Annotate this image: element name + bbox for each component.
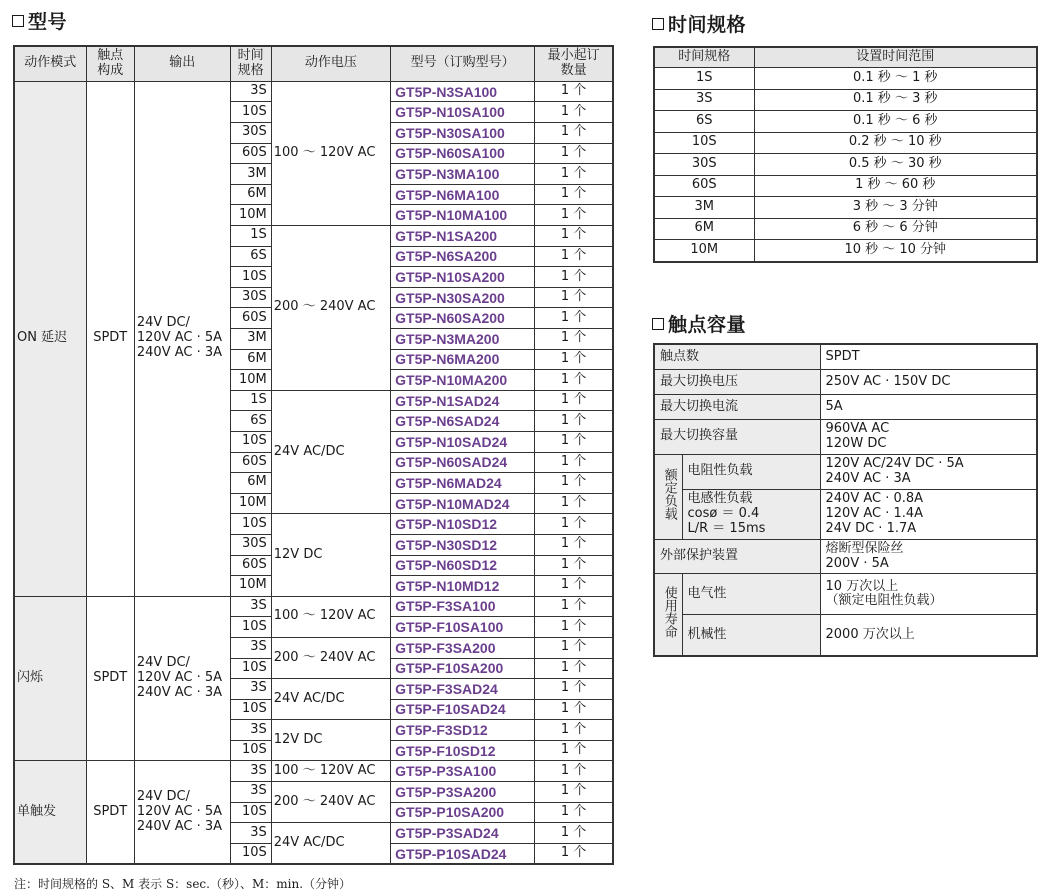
mechanical-life-label: 机械性 <box>682 615 820 657</box>
time-spec-cell: 60S <box>230 452 271 473</box>
min-order-qty-cell: 1 个 <box>535 431 613 452</box>
time-spec-cell: 6M <box>654 218 754 240</box>
contact-capacity-section-title: 触点容量 <box>652 310 746 337</box>
model-table <box>13 45 614 865</box>
model-number-cell: GT5P-N1SAD24 <box>391 390 535 411</box>
mode-cell: 单触发 <box>14 761 86 864</box>
model-number-cell: GT5P-N60SD12 <box>391 555 535 576</box>
min-order-qty-cell: 1 个 <box>535 184 613 205</box>
table-row <box>14 761 613 782</box>
table-row <box>654 111 1037 133</box>
model-number-cell: GT5P-N1SA200 <box>391 226 535 247</box>
time-spec-cell: 3S <box>230 761 271 782</box>
time-spec-cell: 1S <box>230 226 271 247</box>
time-spec-cell: 10S <box>230 431 271 452</box>
model-number-cell: GT5P-P3SAD24 <box>391 823 535 844</box>
min-order-qty-cell: 1 个 <box>535 287 613 308</box>
time-spec-cell: 6M <box>230 184 271 205</box>
min-order-qty-cell: 1 个 <box>535 267 613 288</box>
table-row <box>654 89 1037 111</box>
model-number-cell: GT5P-N6SA200 <box>391 246 535 267</box>
min-order-qty-cell: 1 个 <box>535 452 613 473</box>
time-spec-cell: 60S <box>654 175 754 197</box>
min-order-qty-cell: 1 个 <box>535 123 613 144</box>
time-range-cell: 0.1 秒 ～ 3 秒 <box>754 89 1037 111</box>
time-spec-cell: 10M <box>230 370 271 391</box>
table-row <box>654 175 1037 197</box>
mode-cell: ON 延迟 <box>14 81 86 596</box>
time-spec-cell: 3M <box>654 197 754 219</box>
time-spec-cell: 6S <box>654 111 754 133</box>
min-order-qty-cell: 1 个 <box>535 802 613 823</box>
time-spec-cell: 30S <box>230 123 271 144</box>
model-number-cell: GT5P-N6MAD24 <box>391 473 535 494</box>
time-spec-cell: 10S <box>654 132 754 154</box>
min-order-qty-cell: 1 个 <box>535 617 613 638</box>
time-spec-cell: 60S <box>230 555 271 576</box>
time-range-cell: 6 秒 ～ 6 分钟 <box>754 218 1037 240</box>
min-order-qty-cell: 1 个 <box>535 329 613 350</box>
time-spec-cell: 3S <box>230 596 271 617</box>
time-range-cell: 1 秒 ～ 60 秒 <box>754 175 1037 197</box>
min-order-qty-cell: 1 个 <box>535 761 613 782</box>
time-spec-cell: 10S <box>230 617 271 638</box>
contacts-label: 触点数 <box>654 344 820 370</box>
model-number-cell: GT5P-F3SA200 <box>391 637 535 658</box>
time-range-cell: 0.5 秒 ～ 30 秒 <box>754 154 1037 176</box>
time-spec-cell: 3S <box>230 679 271 700</box>
model-number-cell: GT5P-P3SA200 <box>391 782 535 803</box>
time-spec-cell: 6S <box>230 246 271 267</box>
table-row <box>654 132 1037 154</box>
time-spec-cell: 10M <box>230 576 271 597</box>
time-spec-section-title: 时间规格 <box>652 10 746 37</box>
min-order-qty-cell: 1 个 <box>535 81 613 102</box>
table-row <box>654 240 1037 262</box>
min-order-qty-cell: 1 个 <box>535 823 613 844</box>
electrical-life-label: 电气性 <box>682 574 820 615</box>
model-number-cell: GT5P-N10MA100 <box>391 205 535 226</box>
min-order-qty-cell: 1 个 <box>535 658 613 679</box>
max-switch-voltage-value: 250V AC · 150V DC <box>820 370 1037 395</box>
voltage-cell: 12V DC <box>271 720 390 761</box>
time-spec-cell: 3S <box>230 637 271 658</box>
voltage-cell: 24V AC/DC <box>271 823 390 865</box>
model-header-5: 型号（订购型号） <box>391 46 535 81</box>
model-section-title: 型号 <box>12 7 67 34</box>
mode-cell: 闪烁 <box>14 596 86 761</box>
resistive-load-label: 电阻性负载 <box>682 454 820 489</box>
range-header: 设置时间范围 <box>754 47 1037 68</box>
model-number-cell: GT5P-F10SAD24 <box>391 699 535 720</box>
time-spec-cell: 3M <box>230 164 271 185</box>
output-cell: 24V DC/ 120V AC · 5A 240V AC · 3A <box>134 761 230 864</box>
time-spec-cell: 10S <box>230 843 271 864</box>
model-number-cell: GT5P-F10SA100 <box>391 617 535 638</box>
time-spec-cell: 10S <box>230 267 271 288</box>
protection-value: 熔断型保险丝 200V · 5A <box>820 539 1037 574</box>
inductive-load-value: 240V AC · 0.8A 120V AC · 1.4A 24V DC · 1.7A <box>820 489 1037 539</box>
output-cell: 24V DC/ 120V AC · 5A 240V AC · 3A <box>134 596 230 761</box>
table-row <box>654 68 1037 90</box>
model-header-6: 最小起订 数量 <box>535 46 613 81</box>
min-order-qty-cell: 1 个 <box>535 102 613 123</box>
model-number-cell: GT5P-F3SD12 <box>391 720 535 741</box>
min-order-qty-cell: 1 个 <box>535 699 613 720</box>
model-number-cell: GT5P-N10SA200 <box>391 267 535 288</box>
model-number-cell: GT5P-N60SAD24 <box>391 452 535 473</box>
model-number-cell: GT5P-P10SAD24 <box>391 843 535 864</box>
min-order-qty-cell: 1 个 <box>535 679 613 700</box>
time-spec-cell: 6M <box>230 349 271 370</box>
max-switch-current-label: 最大切换电流 <box>654 395 820 420</box>
time-range-cell: 0.1 秒 ～ 1 秒 <box>754 68 1037 90</box>
footnote: 注：时间规格的 S、M 表示 S：sec.（秒）、M：min.（分钟） <box>14 877 352 891</box>
time-spec-cell: 3S <box>230 782 271 803</box>
voltage-cell: 24V AC/DC <box>271 390 390 514</box>
time-spec-cell: 60S <box>230 308 271 329</box>
min-order-qty-cell: 1 个 <box>535 411 613 432</box>
min-order-qty-cell: 1 个 <box>535 473 613 494</box>
contact-cell: SPDT <box>86 761 134 864</box>
time-spec-cell: 6M <box>230 473 271 494</box>
voltage-cell: 100 ～ 120V AC <box>271 761 390 782</box>
resistive-load-value: 120V AC/24V DC · 5A 240V AC · 3A <box>820 454 1037 489</box>
contact-capacity-table <box>653 343 1038 657</box>
voltage-cell: 100 ～ 120V AC <box>271 81 390 225</box>
time-spec-cell: 10M <box>230 205 271 226</box>
time-spec-cell: 60S <box>230 143 271 164</box>
time-range-cell: 0.1 秒 ～ 6 秒 <box>754 111 1037 133</box>
inductive-load-label: 电感性负载 cosø ＝ 0.4 L/R ＝ 15ms <box>682 489 820 539</box>
model-number-cell: GT5P-N3MA200 <box>391 329 535 350</box>
min-order-qty-cell: 1 个 <box>535 493 613 514</box>
model-number-cell: GT5P-N10SA100 <box>391 102 535 123</box>
time-spec-cell: 10S <box>230 658 271 679</box>
model-number-cell: GT5P-N30SD12 <box>391 534 535 555</box>
model-header-3: 时间 规格 <box>230 46 271 81</box>
time-spec-cell: 10S <box>230 514 271 535</box>
voltage-cell: 100 ～ 120V AC <box>271 596 390 637</box>
min-order-qty-cell: 1 个 <box>535 740 613 761</box>
min-order-qty-cell: 1 个 <box>535 637 613 658</box>
min-order-qty-cell: 1 个 <box>535 534 613 555</box>
table-row <box>14 81 613 102</box>
mechanical-life-value: 2000 万次以上 <box>820 615 1037 657</box>
model-header-1: 触点 构成 <box>86 46 134 81</box>
max-switch-capacity-value: 960VA AC 120W DC <box>820 420 1037 455</box>
time-spec-cell: 3S <box>230 720 271 741</box>
time-spec-cell: 30S <box>230 287 271 308</box>
model-number-cell: GT5P-N6MA100 <box>391 184 535 205</box>
table-row <box>654 197 1037 219</box>
min-order-qty-cell: 1 个 <box>535 843 613 864</box>
time-spec-cell: 10S <box>230 699 271 720</box>
model-number-cell: GT5P-N60SA100 <box>391 143 535 164</box>
model-header-4: 动作电压 <box>271 46 390 81</box>
min-order-qty-cell: 1 个 <box>535 308 613 329</box>
table-row <box>654 218 1037 240</box>
model-number-cell: GT5P-N6SAD24 <box>391 411 535 432</box>
time-spec-cell: 30S <box>230 534 271 555</box>
model-number-cell: GT5P-F10SA200 <box>391 658 535 679</box>
voltage-cell: 24V AC/DC <box>271 679 390 720</box>
service-life-label: 使用寿命 <box>661 586 677 639</box>
model-number-cell: GT5P-F3SAD24 <box>391 679 535 700</box>
rated-load-label: 额定负载 <box>661 468 677 521</box>
min-order-qty-cell: 1 个 <box>535 596 613 617</box>
time-spec-table <box>653 46 1038 263</box>
max-switch-voltage-label: 最大切换电压 <box>654 370 820 395</box>
electrical-life-value: 10 万次以上 （额定电阻性负载） <box>820 574 1037 615</box>
contact-cell: SPDT <box>86 596 134 761</box>
model-number-cell: GT5P-F3SA100 <box>391 596 535 617</box>
model-number-cell: GT5P-N30SA200 <box>391 287 535 308</box>
model-header-2: 输出 <box>134 46 230 81</box>
time-range-cell: 0.2 秒 ～ 10 秒 <box>754 132 1037 154</box>
time-spec-cell: 10S <box>230 802 271 823</box>
model-number-cell: GT5P-N10SAD24 <box>391 431 535 452</box>
min-order-qty-cell: 1 个 <box>535 143 613 164</box>
voltage-cell: 200 ～ 240V AC <box>271 637 390 678</box>
model-number-cell: GT5P-N10MAD24 <box>391 493 535 514</box>
time-spec-cell: 10M <box>230 493 271 514</box>
model-number-cell: GT5P-N10MA200 <box>391 370 535 391</box>
model-number-cell: GT5P-N10MD12 <box>391 576 535 597</box>
time-spec-cell: 3S <box>654 89 754 111</box>
contact-cell: SPDT <box>86 81 134 596</box>
min-order-qty-cell: 1 个 <box>535 164 613 185</box>
min-order-qty-cell: 1 个 <box>535 246 613 267</box>
max-switch-capacity-label: 最大切换容量 <box>654 420 820 455</box>
voltage-cell: 200 ～ 240V AC <box>271 782 390 823</box>
model-number-cell: GT5P-N3MA100 <box>391 164 535 185</box>
min-order-qty-cell: 1 个 <box>535 370 613 391</box>
time-range-cell: 10 秒 ～ 10 分钟 <box>754 240 1037 262</box>
model-number-cell: GT5P-F10SD12 <box>391 740 535 761</box>
model-number-cell: GT5P-N30SA100 <box>391 123 535 144</box>
min-order-qty-cell: 1 个 <box>535 555 613 576</box>
model-number-cell: GT5P-N6MA200 <box>391 349 535 370</box>
time-spec-cell: 6S <box>230 411 271 432</box>
time-spec-cell: 10S <box>230 740 271 761</box>
min-order-qty-cell: 1 个 <box>535 226 613 247</box>
min-order-qty-cell: 1 个 <box>535 782 613 803</box>
protection-label: 外部保护装置 <box>654 539 820 574</box>
min-order-qty-cell: 1 个 <box>535 205 613 226</box>
time-spec-cell: 3M <box>230 329 271 350</box>
time-spec-cell: 10M <box>654 240 754 262</box>
contacts-value: SPDT <box>820 344 1037 370</box>
min-order-qty-cell: 1 个 <box>535 576 613 597</box>
time-range-cell: 3 秒 ～ 3 分钟 <box>754 197 1037 219</box>
table-row <box>654 154 1037 176</box>
model-number-cell: GT5P-P10SA200 <box>391 802 535 823</box>
time-spec-cell: 10S <box>230 102 271 123</box>
voltage-cell: 12V DC <box>271 514 390 596</box>
min-order-qty-cell: 1 个 <box>535 514 613 535</box>
model-table-header <box>14 46 613 81</box>
time-spec-cell: 1S <box>230 390 271 411</box>
model-number-cell: GT5P-N60SA200 <box>391 308 535 329</box>
table-row <box>14 596 613 617</box>
time-spec-header: 时间规格 <box>654 47 754 68</box>
time-spec-cell: 30S <box>654 154 754 176</box>
model-number-cell: GT5P-N10SD12 <box>391 514 535 535</box>
time-spec-cell: 3S <box>230 823 271 844</box>
model-number-cell: GT5P-N3SA100 <box>391 81 535 102</box>
time-spec-cell: 1S <box>654 68 754 90</box>
max-switch-current-value: 5A <box>820 395 1037 420</box>
min-order-qty-cell: 1 个 <box>535 390 613 411</box>
model-header-0: 动作模式 <box>14 46 86 81</box>
model-number-cell: GT5P-P3SA100 <box>391 761 535 782</box>
min-order-qty-cell: 1 个 <box>535 349 613 370</box>
min-order-qty-cell: 1 个 <box>535 720 613 741</box>
voltage-cell: 200 ～ 240V AC <box>271 226 390 391</box>
time-spec-cell: 3S <box>230 81 271 102</box>
output-cell: 24V DC/ 120V AC · 5A 240V AC · 3A <box>134 81 230 596</box>
